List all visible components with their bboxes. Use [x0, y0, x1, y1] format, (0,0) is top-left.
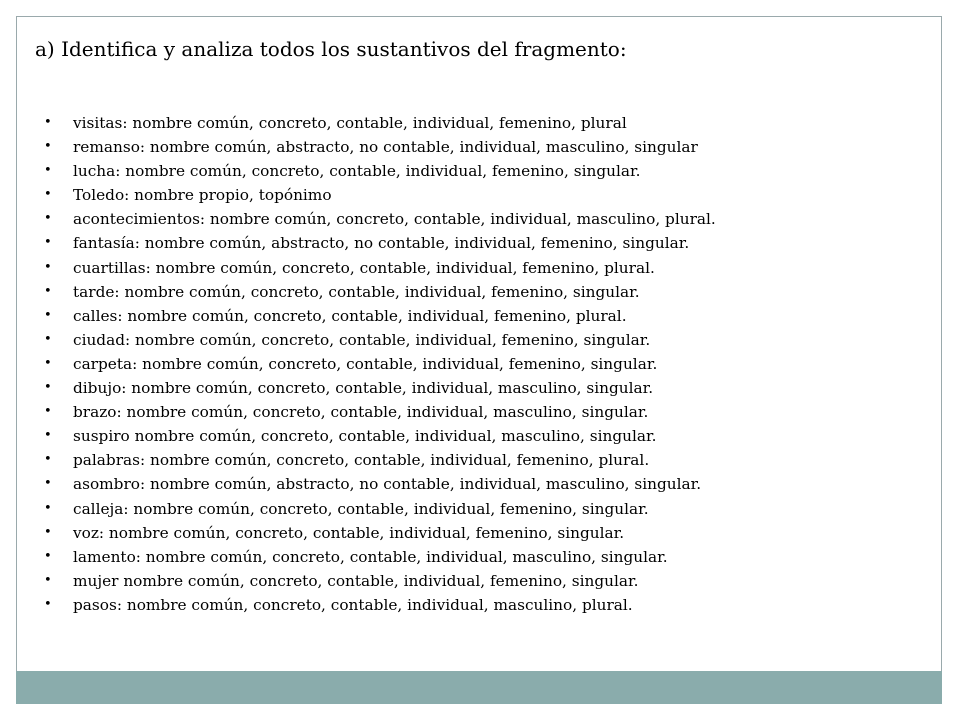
list-item	[44, 304, 716, 328]
bullet-icon: •	[44, 404, 52, 420]
list-item	[44, 424, 716, 448]
list-item-text: suspiro nombre común, concreto, contable, individual, masculino, singular.	[73, 427, 657, 446]
list-item-text: fantasía: nombre común, abstracto, no contable, individual, femenino, singular.	[73, 234, 690, 253]
footer-bar	[16, 671, 942, 704]
list-item	[44, 472, 716, 496]
slide-title: a) Identifica y analiza todos los sustantivos del fragmento:	[35, 37, 627, 61]
list-item-text: lamento: nombre común, concreto, contable, individual, masculino, singular.	[73, 547, 668, 566]
list-item	[44, 280, 716, 304]
list-item	[44, 376, 716, 400]
list-item-text: voz: nombre común, concreto, contable, individual, femenino, singular.	[73, 523, 625, 542]
list-item-text: acontecimientos: nombre común, concreto, contable, individual, masculino, plural.	[73, 210, 716, 229]
list-item-text: visitas: nombre común, concreto, contable, individual, femenino, plural	[73, 114, 627, 132]
bullet-icon: •	[44, 115, 52, 130]
list-item	[44, 400, 716, 424]
list-item-text: calles: nombre común, concreto, contable, individual, femenino, plural.	[73, 306, 627, 325]
list-item	[44, 497, 716, 521]
list-item	[44, 569, 716, 593]
list-item	[44, 448, 716, 472]
list-item-text: pasos: nombre común, concreto, contable, individual, masculino, plural.	[73, 595, 633, 614]
list-item	[44, 352, 716, 376]
list-item	[44, 135, 716, 159]
list-item-text: mujer nombre común, concreto, contable, individual, femenino, singular.	[73, 571, 639, 590]
list-item-text: ciudad: nombre común, concreto, contable, individual, femenino, singular.	[73, 330, 651, 349]
list-item-text: brazo: nombre común, concreto, contable, individual, masculino, singular.	[73, 403, 649, 422]
list-item	[44, 521, 716, 545]
list-item-text: dibujo: nombre común, concreto, contable, individual, masculino, singular.	[73, 379, 654, 398]
bullet-icon: •	[44, 355, 52, 371]
list-item-text: cuartillas: nombre común, concreto, contable, individual, femenino, plural.	[73, 258, 655, 277]
list-item-text: asombro: nombre común, abstracto, no contable, individual, masculino, singular.	[73, 475, 702, 494]
list-item	[44, 256, 716, 280]
list-item-text: palabras: nombre común, concreto, contable, individual, femenino, plural.	[73, 451, 650, 470]
bullet-icon: •	[44, 500, 52, 516]
bullet-icon: •	[44, 428, 52, 444]
list-item-text: remanso: nombre común, abstracto, no contable, individual, masculino, singular	[73, 138, 698, 157]
list-item	[44, 183, 716, 207]
list-item	[44, 231, 716, 255]
bullet-icon: •	[44, 476, 52, 492]
bullet-icon: •	[44, 283, 52, 299]
list-item	[44, 207, 716, 231]
bullet-icon: •	[44, 259, 52, 275]
bullet-icon: •	[44, 307, 52, 323]
list-item-text: lucha: nombre común, concreto, contable, individual, femenino, singular.	[73, 162, 641, 181]
bullet-icon: •	[44, 331, 52, 347]
slide-frame	[16, 16, 942, 704]
bullet-icon: •	[44, 235, 52, 251]
list-item-text: calleja: nombre común, concreto, contable, individual, femenino, singular.	[73, 499, 649, 518]
list-item	[44, 328, 716, 352]
bullet-icon: •	[44, 187, 52, 203]
list-item	[44, 593, 716, 617]
bullet-icon: •	[44, 211, 52, 227]
bullet-icon: •	[44, 452, 52, 468]
bullet-icon: •	[44, 163, 52, 179]
list-item	[44, 111, 716, 135]
list-item-text: tarde: nombre común, concreto, contable, individual, femenino, singular.	[73, 282, 640, 301]
list-item	[44, 159, 716, 183]
bullet-icon: •	[44, 596, 52, 612]
noun-analysis-list	[44, 111, 716, 617]
bullet-icon: •	[44, 139, 52, 155]
list-item-text: carpeta: nombre común, concreto, contable, individual, femenino, singular.	[73, 354, 658, 373]
bullet-icon: •	[44, 572, 52, 588]
list-item	[44, 545, 716, 569]
bullet-icon: •	[44, 548, 52, 564]
bullet-icon: •	[44, 524, 52, 540]
list-item-text: Toledo: nombre propio, topónimo	[73, 186, 332, 205]
bullet-icon: •	[44, 380, 52, 396]
